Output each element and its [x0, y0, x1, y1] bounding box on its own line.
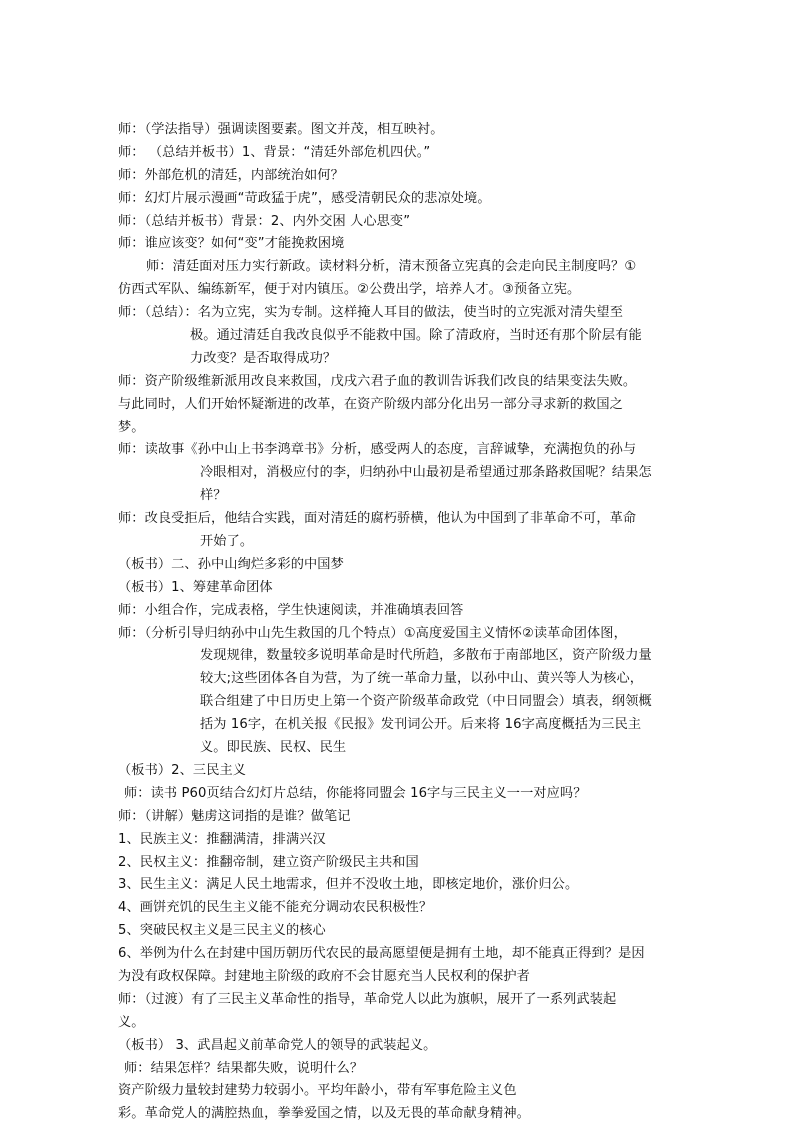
text-line: 梦。	[118, 419, 145, 435]
text-line: （板书）1、筹建革命团体	[118, 579, 273, 595]
text-line: 师：结果怎样？结果都失败，说明什么？	[124, 1060, 364, 1076]
text-line: 为没有政权保障。封建地主阶级的政府不会甘愿充当人民权利的保护者	[118, 968, 530, 984]
text-line: 3、民生主义：满足人民土地需求，但并不没收土地，即核定地价，涨价归公。	[118, 877, 579, 893]
text-line: 师：外部危机的清廷，内部统治如何？	[118, 167, 344, 183]
text-line: 冷眼相对，消极应付的李，归纳孙中山最初是希望通过那条路救国呢？结果怎	[200, 465, 652, 481]
text-line: 师：（分析引导归纳孙中山先生救国的几个特点）①高度爱国主义情怀②读革命团体图，	[118, 625, 627, 641]
text-line: 1、民族主义：推翻满清，排满兴汉	[118, 831, 326, 847]
text-line: 师：小组合作，完成表格，学生快速阅读，并准确填表回答	[118, 602, 464, 618]
text-line: 师：幻灯片展示漫画“苛政猛于虎”，感受清朝民众的悲凉处境。	[118, 190, 491, 206]
text-line: 师：资产阶级维新派用改良来救国，戊戌六君子血的教训告诉我们改良的结果变法失败。	[118, 373, 637, 389]
text-line: 括为 16字，在机关报《民报》发刊词公开。后来将 16字高度概括为三民主	[200, 717, 642, 733]
text-line: （板书）二、孙中山绚烂多彩的中国梦	[118, 556, 344, 572]
text-line: 力改变？是否取得成功？	[190, 350, 337, 366]
text-line: 义。即民族、民权、民生	[200, 740, 347, 756]
text-line: 彩。革命党人的满腔热血，拳拳爱国之情，以及无畏的革命献身精神。	[118, 1106, 530, 1122]
text-line: 6、举例为什么在封建中国历朝历代农民的最高愿望便是拥有土地，却不能真正得到？是因	[118, 946, 645, 962]
text-line: 发现规律，数量较多说明革命是时代所趋，多散布于南部地区，资产阶级力量	[200, 648, 652, 664]
text-line: 较大;这些团体各自为营，为了统一革命力量，以孙中山、黄兴等人为核心，	[200, 671, 644, 687]
text-line: 样？	[200, 488, 227, 504]
text-line: 师：（讲解）魅虏这词指的是谁？做笔记	[118, 808, 351, 824]
text-line: 师：（过渡）有了三民主义革命性的指导，革命党人以此为旗帜，展开了一系列武装起	[118, 991, 617, 1007]
text-line: 与此同时，人们开始怀疑渐进的改革，在资产阶级内部分化出另一部分寻求新的救国之	[118, 396, 623, 412]
text-line: 联合组建了中日历史上第一个资产阶级革命政党（中日同盟会）填表，纲领概	[200, 694, 652, 710]
text-line: 师：（总结）：名为立宪，实为专制。这样掩人耳目的做法，使当时的立宪派对清失望至	[118, 305, 624, 321]
text-line: 极。通过清廷自我改良似乎不能救中国。除了清政府，当时还有那个阶层有能	[190, 328, 642, 344]
text-line: 师：读故事《孙中山上书李鸿章书》分析，感受两人的态度，言辞诚挚，充满抱负的孙与	[118, 442, 637, 458]
text-line: 义。	[118, 1014, 145, 1030]
text-line: 师：（学法指导）强调读图要素。图文并茂，相互映衬。	[118, 122, 444, 137]
text-line: （板书） 3、武昌起义前革命党人的领导的武装起义。	[118, 1037, 437, 1053]
document-page	[118, 119, 678, 1126]
text-line: 4、画饼充饥的民生主义能不能充分调动农民积极性？	[118, 900, 433, 916]
text-line: 师：谁应该变？如何“变”才能挽救困境	[118, 236, 345, 252]
text-line: 5、突破民权主义是三民主义的核心	[118, 923, 326, 939]
text-line: 开始了。	[200, 534, 254, 550]
text-line: 师：读书 P60页结合幻灯片总结，你能将同盟会 16字与三民主义一一对应吗？	[124, 785, 587, 801]
text-line: 师： （总结并板书）1、背景：“清廷外部危机四伏。”	[118, 144, 431, 160]
text-line: 师：改良受拒后，他结合实践，面对清廷的腐朽骄横，他认为中国到了非革命不可，革命	[118, 511, 637, 527]
text-line: （板书）2、三民主义	[118, 762, 247, 778]
text-line: 师：（总结并板书）背景：2、内外交困 人心思变”	[118, 213, 411, 229]
text-line: 2、民权主义：推翻帝制，建立资产阶级民主共和国	[118, 854, 419, 870]
text-line: 师：清廷面对压力实行新政。读材料分析，清末预备立宪真的会走向民主制度吗？①	[146, 259, 637, 275]
text-line: 资产阶级力量较封建势力较弱小。平均年龄小，带有军事危险主义色	[118, 1083, 517, 1099]
text-line: 仿西式军队、编练新军，便于对内镇压。②公费出学，培养人才。③预备立宪。	[118, 282, 581, 298]
